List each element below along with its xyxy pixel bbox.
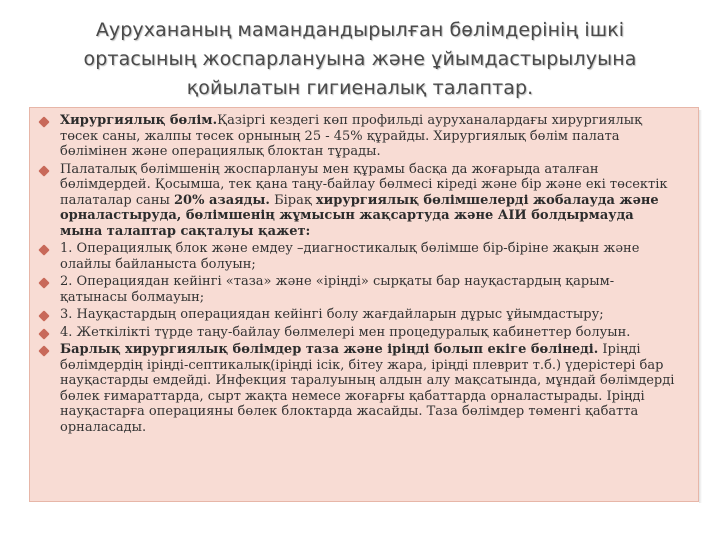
bullet-marker-icon [38, 244, 49, 255]
bullet-marker-icon [38, 165, 49, 176]
bullet-text-2: Бірақ [269, 192, 316, 208]
slide-title [40, 16, 680, 103]
bullet-marker-icon [38, 310, 49, 321]
bullet-bold: Барлық хирургиялық бөлімдер таза және іріңді болып екіге бөлінеді. [60, 342, 599, 357]
bullet-text: Іріңді бөлімдердің іріңді-септикалық(іріңді ісік, бітеу жара, іріңді плеврит т.б.) үдерістері бар науқастарды емдейді. Инфекция таралуының алдын алу мақсатында, мұндай бөлімдерді бөлек ғимараттарда, сырт жақта немесе жоғарғы қабаттарда орналастырады. Іріңді науқастарға операцияны бөлек блоктарда жасайды. Таза бөлімдер төменгі қабатта орналасады. [60, 342, 675, 435]
bullet-item-req-4 [60, 325, 676, 341]
content-panel [29, 107, 699, 502]
title-line-2: ортасының жоспарлануына және ұйымдастырылуына [83, 48, 637, 70]
title-line-1: Аурухананың мамандандырылған бөлімдерінің ішкі [95, 19, 625, 41]
bullet-text: Палаталық бөлімшенің жоспарлануы мен құрамы басқа да жоғарыда аталған бөлімдердей. Қосымша, тек қана таңу-байлау бөлмесі кіреді және бір және екі төсектік палаталар саны [60, 161, 668, 208]
bullet-list [30, 108, 698, 435]
bullet-item-clean-purulent [60, 342, 676, 435]
bullet-marker-icon [38, 277, 49, 288]
bullet-bold-2: хирургиялық бөлімшелерді жобалауда және орналастыруда, бөлімшенің жұмысын жақсартуда және АІИ болдырмауда мына талаптар сақталуы қажет: [60, 192, 659, 239]
bullet-item-req-3 [60, 307, 676, 323]
bullet-text: Қазіргі кездегі көп профильді ауруханалардағы хирургиялық төсек саны, жалпы төсек орнының 25 - 45% құрайды. Хирургиялық бөлім палата бөлімінен және операциялық блоктан тұрады. [60, 113, 643, 159]
bullet-item-req-1 [60, 241, 676, 272]
bullet-text: 3. Науқастардың операциядан кейінгі болу жағдайларын дұрыс ұйымдастыру; [60, 307, 604, 322]
panel-shadow [699, 110, 702, 503]
bullet-item-ward-planning [60, 162, 676, 240]
bullet-bold: 20% азаяды. [174, 192, 270, 208]
bullet-item-surgical-dept [60, 113, 676, 160]
bullet-text: 1. Операциялық блок және емдеу –диагностикалық бөлімше бір-біріне жақын және олайлы байланыста болуын; [60, 241, 640, 272]
bullet-marker-icon [38, 116, 49, 127]
bullet-marker-icon [38, 328, 49, 339]
bullet-text: 2. Операциядан кейінгі «таза» және «іріңді» сырқаты бар науқастардың қарым-қатынасы болмауын; [60, 274, 615, 305]
bullet-marker-icon [38, 345, 49, 356]
bullet-bold: Хирургиялық бөлім. [60, 113, 218, 128]
bullet-text: 4. Жеткілікті түрде таңу-байлау бөлмелері мен процедуралық кабинеттер болуын. [60, 324, 631, 340]
bullet-item-req-2 [60, 274, 676, 305]
title-line-3: қойылатын гигиеналық талаптар. [186, 77, 534, 99]
